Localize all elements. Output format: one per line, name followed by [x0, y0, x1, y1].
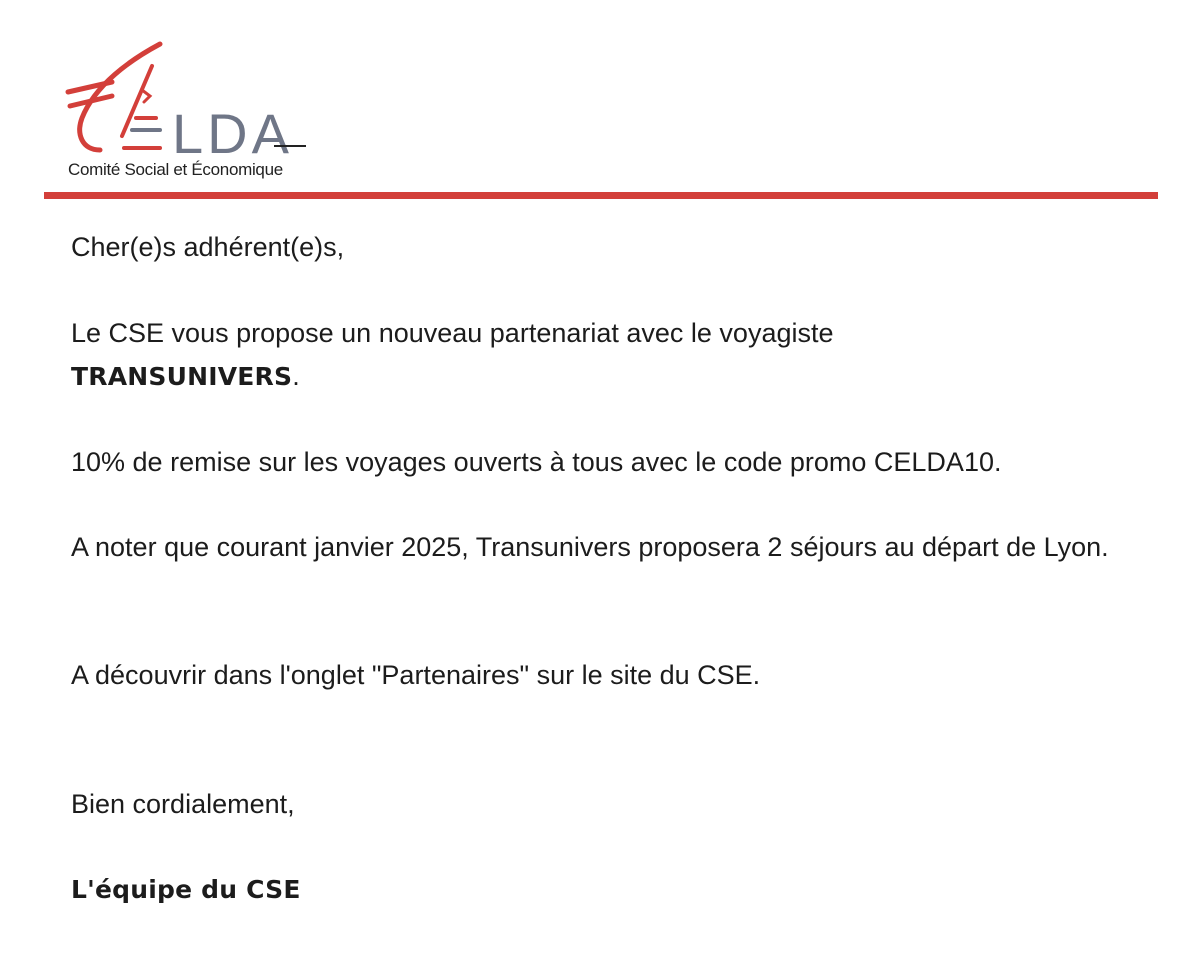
signature: L'équipe du CSE: [71, 875, 301, 904]
greeting: Cher(e)s adhérent(e)s,: [71, 232, 345, 262]
logo-wordmark: LDA: [172, 102, 293, 165]
email-header: [0, 0, 1200, 200]
partner-name: TRANSUNIVERS: [71, 362, 293, 391]
discover-paragraph: A découvrir dans l'onglet "Partenaires" sur le site du CSE.: [71, 660, 761, 690]
logo-tagline: Comité Social et Économique: [68, 160, 283, 179]
intro-text: Le CSE vous propose un nouveau partenariat avec le voyagiste: [71, 318, 834, 348]
celda-logo: [60, 40, 320, 185]
intro-paragraph: [71, 312, 1151, 398]
offer-paragraph: 10% de remise sur les voyages ouverts à tous avec le code promo CELDA10.: [71, 447, 1002, 477]
partner-suffix: .: [292, 361, 300, 391]
header-divider: [44, 192, 1158, 199]
note-paragraph: A noter que courant janvier 2025, Transunivers proposera 2 séjours au départ de Lyon.: [71, 532, 1109, 562]
euro-pen-icon: [60, 40, 180, 160]
closing: Bien cordialement,: [71, 789, 295, 819]
